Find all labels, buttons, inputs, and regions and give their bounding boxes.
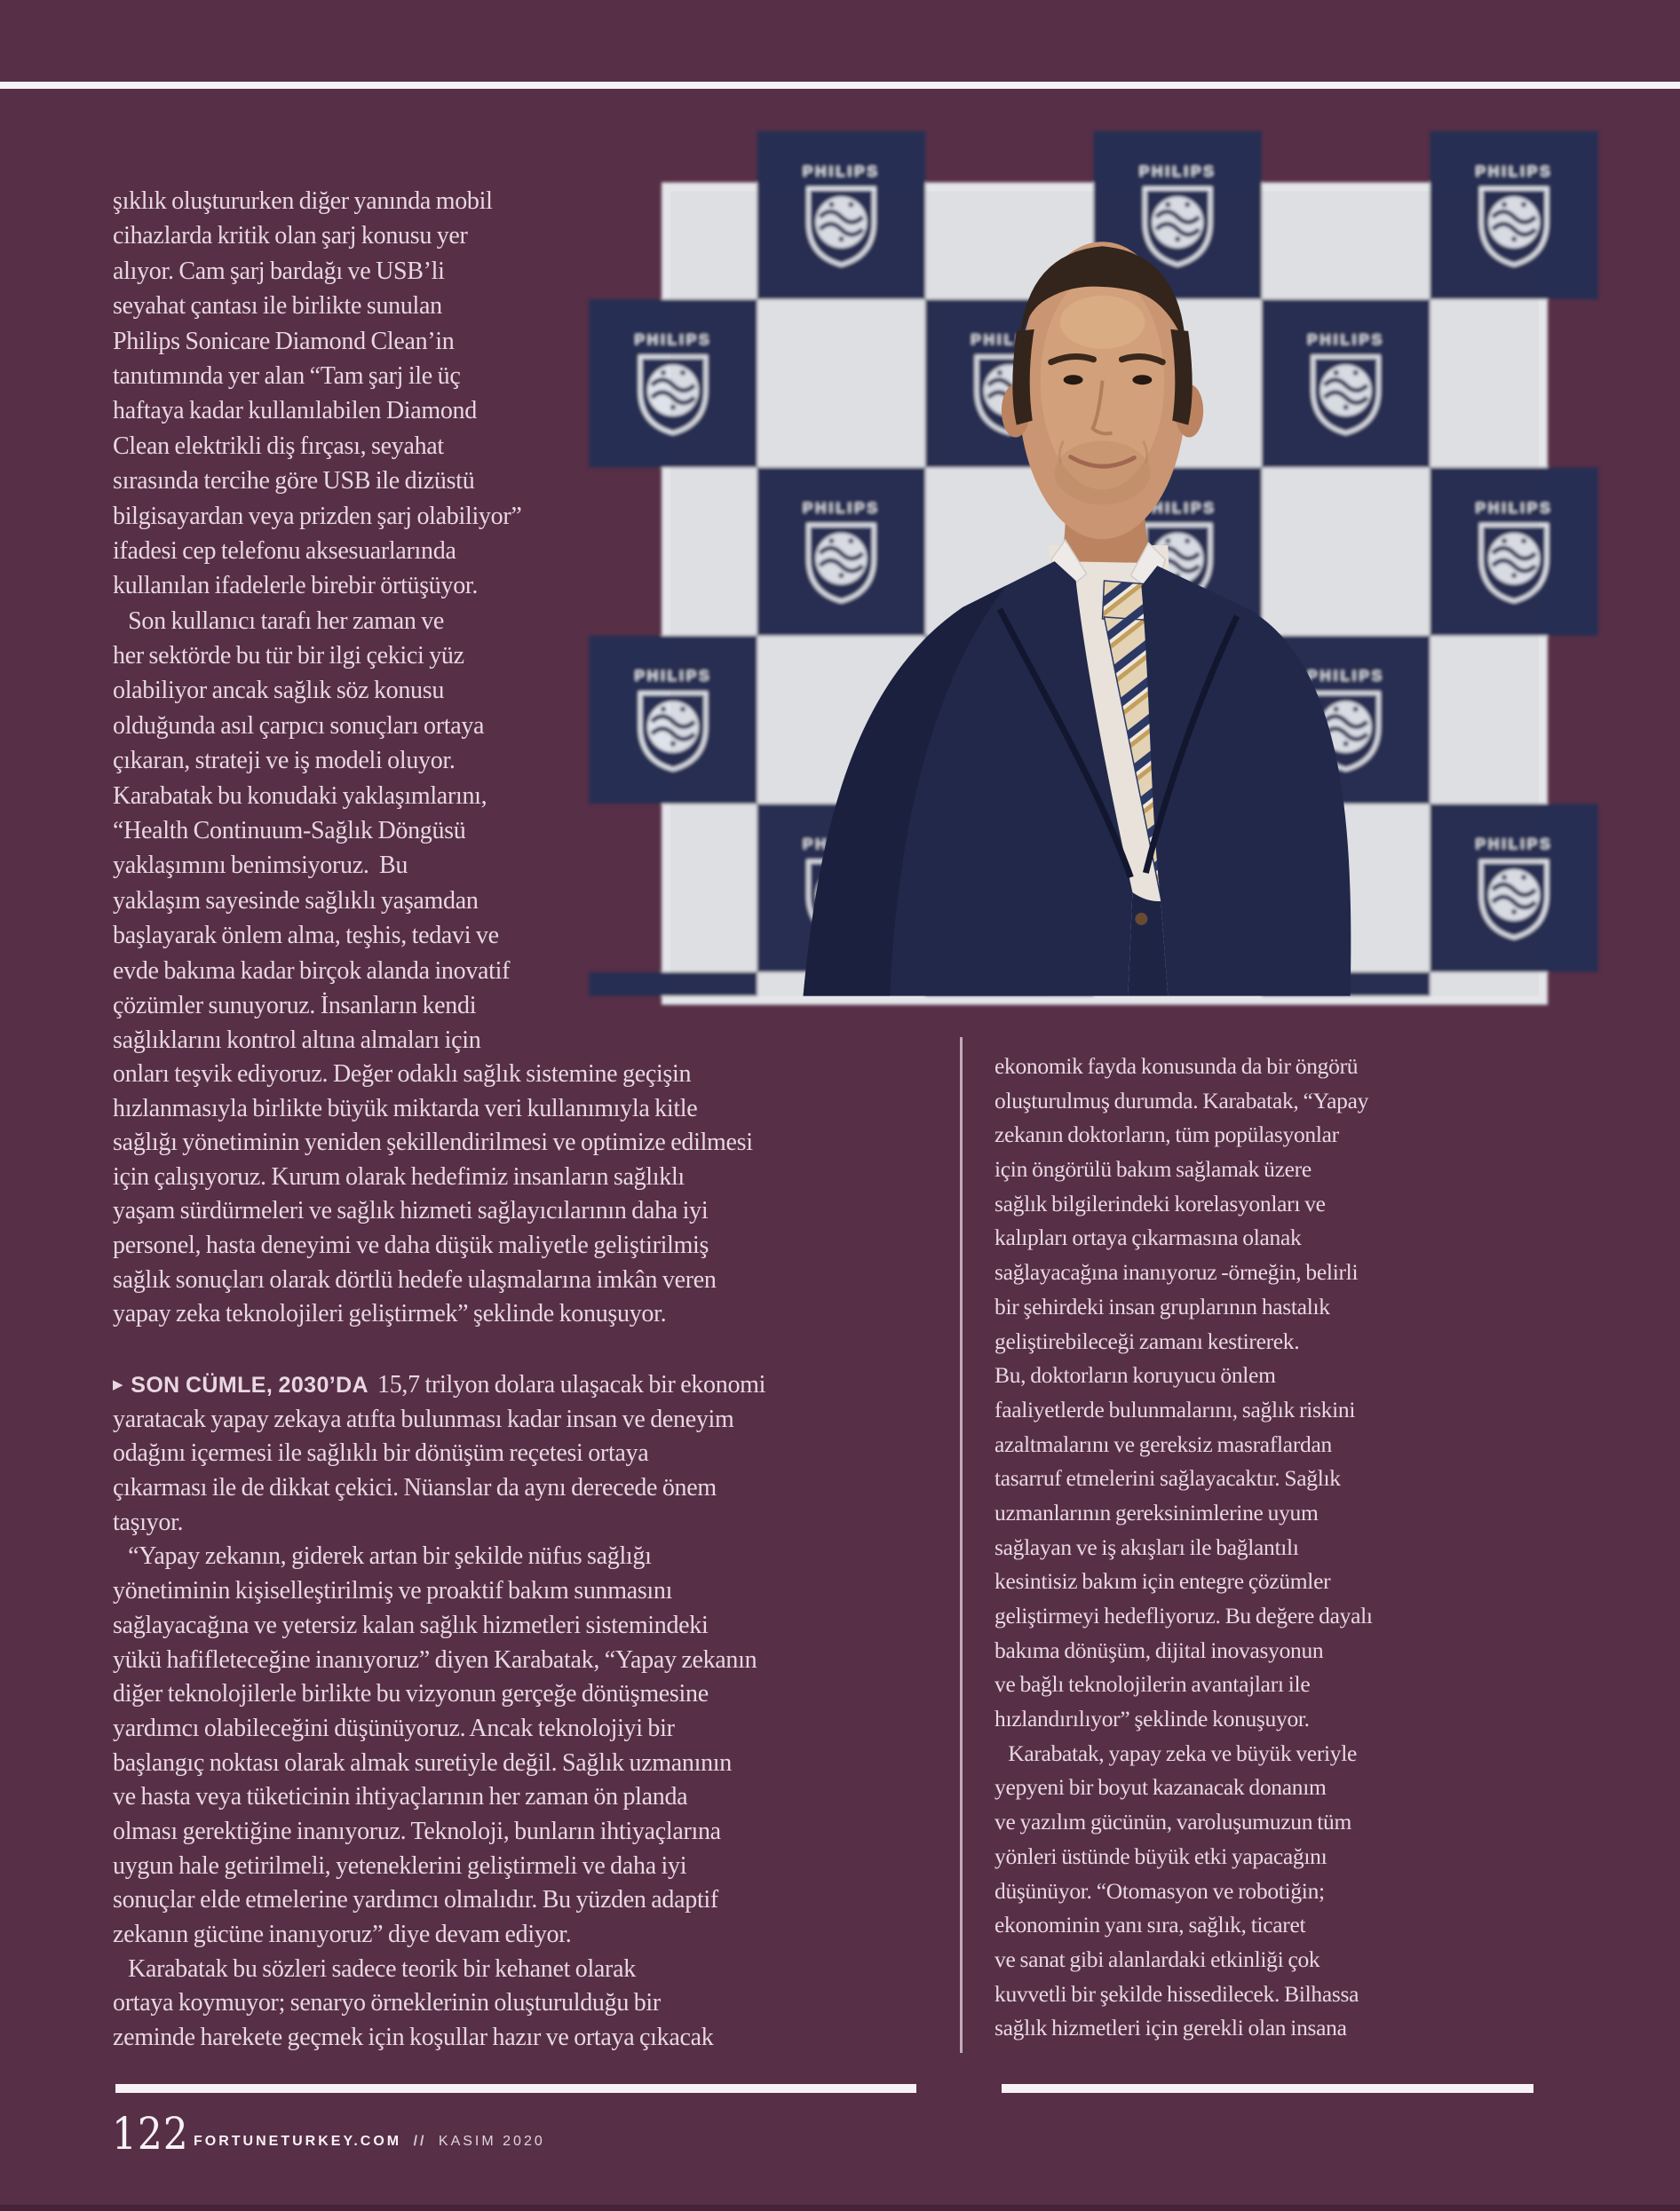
text-line: ve hasta veya tüketicinin ihtiyaçlarının her zaman ön planda [113,1783,688,1811]
text-line: sağlıklarını kontrol altına almaları için [113,1026,481,1055]
text-line: sağlayacağına inanıyoruz -örneğin, belirli [995,1259,1359,1286]
text-line: bakıma dönüşüm, dijital inovasyonun [995,1636,1324,1663]
portrait-photo [631,139,1539,997]
footer-rule-left [115,2084,916,2093]
text-line: Karabatak bu sözleri sadece teorik bir kehanet olarak [113,1954,636,1983]
text-line: sonuçlar elde etmelerine yardımcı olmalıdır. Bu yüzden adaptif [113,1886,718,1914]
top-divider-rule [0,82,1680,89]
text-line: yaratacak yapay zekaya atıfta bulunması kadar insan ve deneyim [113,1405,734,1433]
text-line: bilgisayardan veya prizden şarj olabiliyor” [113,502,522,530]
text-line: yükü hafifleteceğine inanıyoruz” diyen Karabatak, “Yapay zekanın [113,1645,757,1674]
son-cumle-first-line [113,1368,939,1403]
text-line: sağlık hizmetleri için gerekli olan insana [995,2015,1347,2041]
text-line: kullanılan ifadelerle birebir örtüşüyor. [113,572,479,600]
text-line: haftaya kadar kullanılabilen Diamond [113,397,477,425]
text-line: azaltmalarını ve gereksiz masraflardan [995,1430,1332,1457]
text-line: personel, hasta deneyimi ve daha düşük maliyetle geliştirilmiş [113,1231,709,1259]
text-line: tasarruf etmelerini sağlayacaktır. Sağlık [995,1465,1341,1492]
text-line: sağlığı yönetiminin yeniden şekillendirilmesi ve optimize edilmesi [113,1129,753,1157]
page-number: 122 [112,2108,189,2159]
text-line: “Health Continuum-Sağlık Döngüsü [113,817,466,845]
son-cumle-lead-rest: 15,7 trilyon dolara ulaşacak bir ekonomi [377,1371,766,1399]
text-line: evde bakıma kadar birçok alanda inovatif [113,956,511,985]
play-triangle-icon: ▶ [113,1377,123,1392]
son-cumle-lines [113,1403,939,2056]
text-line: Son kullanıcı tarafı her zaman ve [113,606,445,635]
footer-info [194,2134,545,2150]
text-line: kalıpları ortaya çıkarmasına olanak [995,1224,1302,1251]
text-line: oluşturulmuş durumda. Karabatak, “Yapay [995,1087,1369,1113]
footer-issue-label: KASIM 2020 [438,2134,545,2149]
text-line: düşünüyor. “Otomasyon ve robotiğin; [995,1877,1325,1904]
text-line: olabiliyor ancak sağlık söz konusu [113,677,445,705]
article-column-middle [113,1058,939,1332]
text-line: yaşam sürdürmeleri ve sağlık hizmeti sağlayıcılarının daha iyi [113,1197,709,1225]
text-line: Bu, doktorların koruyucu önlem [995,1362,1276,1389]
text-line: yapay zeka teknolojileri geliştirmek” şeklinde konuşuyor. [113,1300,667,1328]
text-line: diğer teknolojilerle birlikte bu vizyonun gerçeğe dönüşmesine [113,1680,709,1708]
text-line: şıklık oluştururken diğer yanında mobil [113,187,493,215]
text-line: yepyeni bir boyut kazanacak donanım [995,1774,1327,1801]
text-line: zekanın doktorların, tüm popülasyonlar [995,1121,1339,1148]
text-line: çözümler sunuyoruz. İnsanların kendi [113,991,477,1019]
text-line: hızlandırılıyor” şeklinde konuşuyor. [995,1706,1310,1732]
text-line: ekonomik fayda konusunda da bir öngörü [995,1053,1359,1079]
text-line: her sektörde bu tür bir ilgi çekici yüz [113,642,464,670]
text-line: bir şehirdeki insan gruplarının hastalık [995,1293,1330,1319]
text-line: zekanın gücüne inanıyoruz” diye devam ediyor. [113,1921,572,1948]
text-line: sırasında tercihe göre USB ile dizüstü [113,467,475,495]
text-line: seyahat çantası ile birlikte sunulan [113,292,442,321]
footer-separator: // [413,2134,427,2149]
text-line: sağlayan ve iş akışları ile bağlantılı [995,1533,1299,1560]
text-line: sağlık bilgilerindeki korelasyonları ve [995,1190,1326,1216]
text-line: ekonominin yanı sıra, sağlık, ticaret [995,1912,1306,1938]
text-line: ve bağlı teknolojilerin avantajları ile [995,1671,1311,1698]
text-line: tanıtımında yer alan “Tam şarj ile üç [113,361,461,390]
text-line: kuvvetli bir şekilde hissedilecek. Bilhassa [995,1980,1359,2007]
text-line: Karabatak, yapay zeka ve büyük veriyle [995,1739,1358,1766]
text-line: alıyor. Cam şarj bardağı ve USB’li [113,257,445,285]
text-line: geliştirmeyi hedefliyoruz. Bu değere dayalı [995,1603,1373,1629]
text-line: başlayarak önlem alma, teşhis, tedavi ve [113,922,499,950]
text-line: geliştirebileceği zamanı kestirerek. [995,1327,1300,1354]
text-line: odağını içermesi ile sağlıklı bir dönüşüm reçetesi ortaya [113,1439,649,1468]
text-line: ve sanat gibi alanlardaki etkinliği çok [995,1946,1320,1972]
text-line: olması gerektiğine inanıyoruz. Teknoloji, bunların ihtiyaçlarına [113,1817,721,1845]
son-cumle-lead: SON CÜMLE, 2030’DA [131,1373,369,1398]
page-bottom-edge [0,2205,1680,2211]
text-line: için çalışıyoruz. Kurum olarak hedefimiz insanların sağlıklı [113,1162,685,1191]
text-line: yaklaşımını benimsiyoruz. Bu [113,852,408,880]
text-line: hızlanmasıyla birlikte büyük miktarda veri kullanımıyla kitle [113,1094,698,1122]
text-line: Philips Sonicare Diamond Clean’in [113,327,455,355]
text-line: uzmanlarının gereksinimlerine uyum [995,1499,1319,1526]
text-line: ortaya koymuyor; senaryo örneklerinin oluşturulduğu bir [113,1989,661,2017]
text-line: ve yazılım gücünün, varoluşumuzun tüm [995,1809,1352,1835]
text-line: cihazlarda kritik olan şarj konusu yer [113,222,468,250]
text-line: yönleri üstünde büyük etki yapacağını [995,1842,1327,1869]
text-line: yönetiminin kişiselleştirilmiş ve proaktif bakım sunmasını [113,1577,673,1605]
column-divider-rule [960,1037,963,2053]
text-line: sağlayacağına ve yetersiz kalan sağlık hizmetleri sistemindeki [113,1611,709,1639]
article-section-son-cumle [113,1368,939,2056]
text-line: yardımcı olabileceğini düşünüyoruz. Ancak teknolojiyi bir [113,1714,675,1742]
text-line: taşıyor. [113,1508,184,1536]
footer-site-label: FORTUNETURKEY.COM [194,2134,402,2149]
text-line: başlangıç noktası olarak almak suretiyle değil. Sağlık uzmanının [113,1748,732,1777]
footer-rule-right [1002,2084,1533,2093]
text-line: çıkaran, strateji ve iş modeli oluyor. [113,747,456,775]
portrait-photo-graphic: PHILIPS [670,190,1539,997]
text-line: olduğunda asıl çarpıcı sonuçları ortaya [113,711,485,740]
text-line: uygun hale getirilmeli, yeteneklerini geliştirmeli ve daha iyi [113,1851,687,1880]
text-line: ifadesi cep telefonu aksesuarlarında [113,536,456,565]
text-line: Clean elektrikli diş fırçası, seyahat [113,432,444,460]
text-line: Karabatak bu konudaki yaklaşımlarını, [113,781,487,810]
text-line: için öngörülü bakım sağlamak üzere [995,1156,1312,1183]
text-line: “Yapay zekanın, giderek artan bir şekilde nüfus sağlığı [113,1542,652,1571]
text-line: sağlık sonuçları olarak dörtlü hedefe ulaşmalarına imkân veren [113,1265,717,1294]
text-line: faaliyetlerde bulunmalarını, sağlık riskini [995,1396,1356,1422]
text-line: yaklaşım sayesinde sağlıklı yaşamdan [113,886,479,915]
text-line: çıkarması ile de dikkat çekici. Nüanslar da aynı derecede önem [113,1474,717,1502]
text-line: kesintisiz bakım için entegre çözümler [995,1568,1331,1595]
article-column-right [995,1050,1545,2046]
text-line: onları teşvik ediyoruz. Değer odaklı sağlık sistemine geçişin [113,1060,692,1088]
text-line: zeminde harekete geçmek için koşullar hazır ve ortaya çıkacak [113,2024,714,2052]
